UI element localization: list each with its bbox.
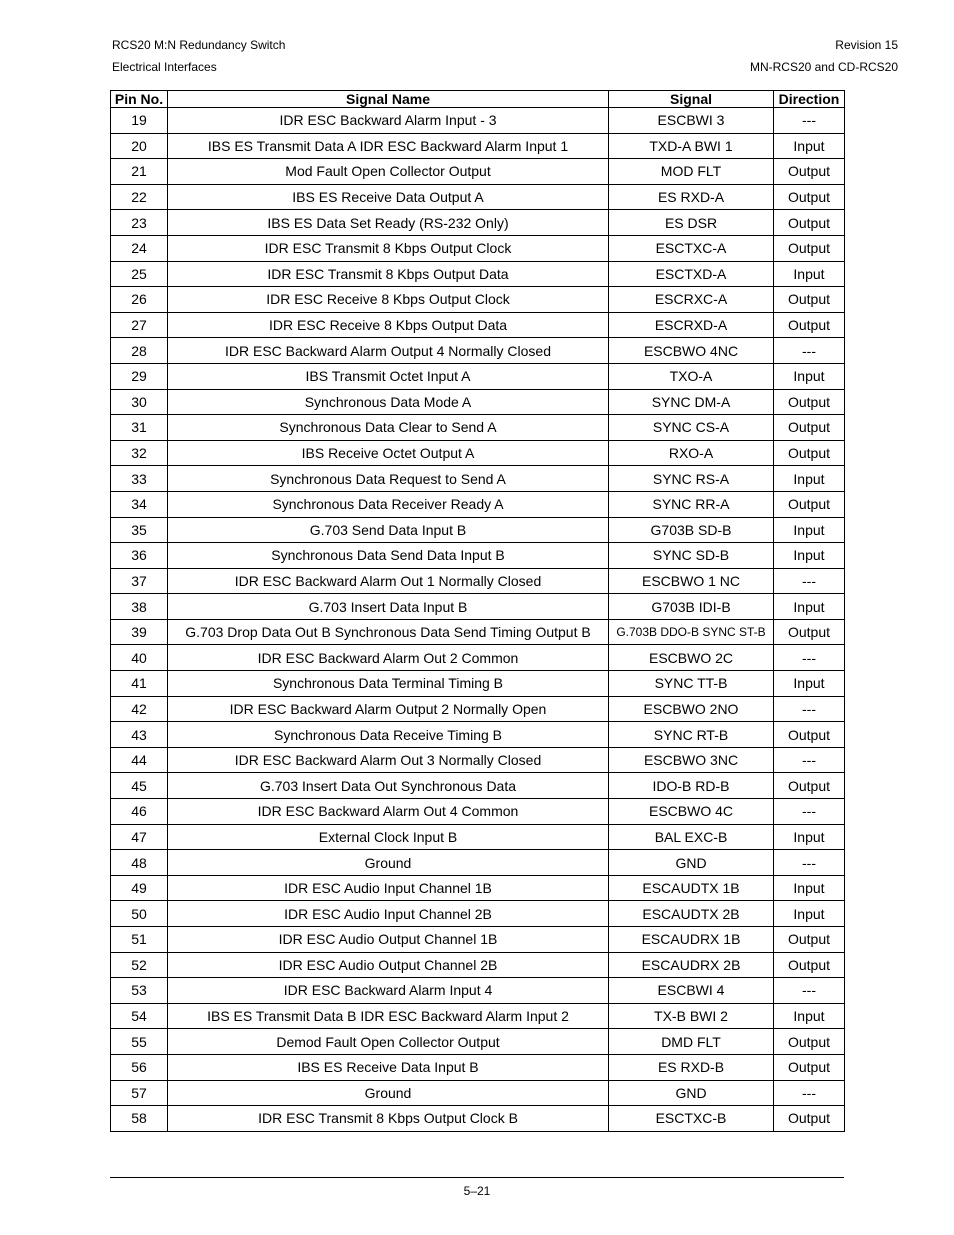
signal-cell: TX-B BWI 2 — [609, 1003, 774, 1029]
header-row — [111, 91, 845, 108]
signal-cell: BAL EXC-B — [609, 824, 774, 850]
pin-number-cell: 52 — [111, 952, 168, 978]
signal-cell: ESCRXD-A — [609, 312, 774, 338]
pin-number-cell: 41 — [111, 671, 168, 697]
pin-number-cell: 34 — [111, 491, 168, 517]
signal-name-cell: IDR ESC Audio Output Channel 1B — [168, 927, 609, 953]
table-row — [111, 338, 845, 364]
pin-number-cell: 42 — [111, 696, 168, 722]
signal-cell: DMD FLT — [609, 1029, 774, 1055]
direction-cell: Output — [774, 773, 845, 799]
signal-cell: ESCBWO 3NC — [609, 747, 774, 773]
table-row — [111, 696, 845, 722]
signal-cell: SYNC TT-B — [609, 671, 774, 697]
pin-number-cell: 46 — [111, 799, 168, 825]
table-row — [111, 517, 845, 543]
signal-name-cell: G.703 Insert Data Out Synchronous Data — [168, 773, 609, 799]
direction-cell: Output — [774, 210, 845, 236]
signal-cell: MOD FLT — [609, 159, 774, 185]
signal-name-cell: Ground — [168, 850, 609, 876]
table-row — [111, 799, 845, 825]
pin-number-cell: 53 — [111, 978, 168, 1004]
pin-number-cell: 48 — [111, 850, 168, 876]
pin-number-cell: 26 — [111, 287, 168, 313]
signal-name-cell: IDR ESC Backward Alarm Out 3 Normally Closed — [168, 747, 609, 773]
table-row — [111, 108, 845, 134]
signal-cell: ESCBWI 3 — [609, 108, 774, 134]
table-row — [111, 722, 845, 748]
signal-name-cell: IDR ESC Backward Alarm Out 1 Normally Closed — [168, 568, 609, 594]
direction-cell: --- — [774, 696, 845, 722]
signal-name-cell: IDR ESC Backward Alarm Input - 3 — [168, 108, 609, 134]
signal-cell: ESCTXD-A — [609, 261, 774, 287]
pin-number-cell: 21 — [111, 159, 168, 185]
table-row — [111, 1106, 845, 1132]
pin-number-cell: 29 — [111, 363, 168, 389]
signal-cell: ES DSR — [609, 210, 774, 236]
signal-cell: ESCBWO 4NC — [609, 338, 774, 364]
pin-number-cell: 19 — [111, 108, 168, 134]
signal-name-cell: Synchronous Data Receiver Ready A — [168, 491, 609, 517]
signal-cell: G703B SD-B — [609, 517, 774, 543]
table-row — [111, 1080, 845, 1106]
signal-name-cell: IDR ESC Audio Input Channel 2B — [168, 901, 609, 927]
table-row — [111, 1054, 845, 1080]
column-header-pin-no: Pin No. — [111, 91, 168, 108]
table-row — [111, 1003, 845, 1029]
signal-cell: TXO-A — [609, 363, 774, 389]
direction-cell: --- — [774, 978, 845, 1004]
direction-cell: --- — [774, 568, 845, 594]
direction-cell: Input — [774, 517, 845, 543]
table-row — [111, 927, 845, 953]
pin-number-cell: 24 — [111, 235, 168, 261]
direction-cell: --- — [774, 338, 845, 364]
document-number: MN-RCS20 and CD-RCS20 — [749, 60, 898, 74]
signal-cell: G703B IDI-B — [609, 594, 774, 620]
signal-name-cell: External Clock Input B — [168, 824, 609, 850]
signal-cell: SYNC RT-B — [609, 722, 774, 748]
direction-cell: Input — [774, 901, 845, 927]
table-row — [111, 619, 845, 645]
footer-divider — [110, 1177, 844, 1178]
signal-cell: ESCBWO 2C — [609, 645, 774, 671]
pin-number-cell: 51 — [111, 927, 168, 953]
signal-name-cell: G.703 Drop Data Out B Synchronous Data Send Timing Output B — [168, 619, 609, 645]
pin-number-cell: 25 — [111, 261, 168, 287]
page-number: 5–21 — [463, 1184, 491, 1198]
direction-cell: Input — [774, 133, 845, 159]
signal-cell: ESCTXC-A — [609, 235, 774, 261]
pin-number-cell: 35 — [111, 517, 168, 543]
table-row — [111, 543, 845, 569]
direction-cell: Output — [774, 184, 845, 210]
signal-cell: RXO-A — [609, 440, 774, 466]
signal-cell: ESCAUDTX 1B — [609, 875, 774, 901]
table-body — [111, 108, 845, 1132]
direction-cell: Output — [774, 235, 845, 261]
direction-cell: Output — [774, 952, 845, 978]
signal-name-cell: Synchronous Data Mode A — [168, 389, 609, 415]
signal-name-cell: Synchronous Data Clear to Send A — [168, 415, 609, 441]
signal-name-cell: IBS Transmit Octet Input A — [168, 363, 609, 389]
signal-name-cell: IBS ES Transmit Data A IDR ESC Backward Alarm Input 1 — [168, 133, 609, 159]
pin-number-cell: 40 — [111, 645, 168, 671]
signal-name-cell: Ground — [168, 1080, 609, 1106]
signal-cell: ES RXD-B — [609, 1054, 774, 1080]
pin-number-cell: 58 — [111, 1106, 168, 1132]
pin-number-cell: 47 — [111, 824, 168, 850]
signal-cell: SYNC SD-B — [609, 543, 774, 569]
direction-cell: Output — [774, 722, 845, 748]
direction-cell: Input — [774, 261, 845, 287]
pin-number-cell: 36 — [111, 543, 168, 569]
pin-number-cell: 20 — [111, 133, 168, 159]
pinout-table — [110, 90, 845, 1132]
signal-name-cell: Synchronous Data Receive Timing B — [168, 722, 609, 748]
document-title: RCS20 M:N Redundancy Switch — [112, 38, 286, 52]
direction-cell: Output — [774, 312, 845, 338]
signal-cell: SYNC RS-A — [609, 466, 774, 492]
signal-name-cell: IDR ESC Audio Input Channel 1B — [168, 875, 609, 901]
signal-name-cell: IDR ESC Receive 8 Kbps Output Data — [168, 312, 609, 338]
signal-name-cell: IDR ESC Backward Alarm Output 4 Normally Closed — [168, 338, 609, 364]
table-row — [111, 773, 845, 799]
direction-cell: Output — [774, 415, 845, 441]
pin-number-cell: 45 — [111, 773, 168, 799]
table-row — [111, 415, 845, 441]
signal-cell: ESCAUDRX 1B — [609, 927, 774, 953]
direction-cell: Input — [774, 466, 845, 492]
signal-name-cell: Synchronous Data Request to Send A — [168, 466, 609, 492]
pin-number-cell: 22 — [111, 184, 168, 210]
direction-cell: Output — [774, 1054, 845, 1080]
signal-name-cell: Demod Fault Open Collector Output — [168, 1029, 609, 1055]
revision-label: Revision 15 — [835, 38, 898, 52]
table-row — [111, 747, 845, 773]
signal-name-cell: IDR ESC Transmit 8 Kbps Output Clock — [168, 235, 609, 261]
table-row — [111, 235, 845, 261]
signal-cell: ESCTXC-B — [609, 1106, 774, 1132]
pin-number-cell: 43 — [111, 722, 168, 748]
section-title: Electrical Interfaces — [112, 60, 217, 74]
signal-name-cell: IDR ESC Transmit 8 Kbps Output Data — [168, 261, 609, 287]
pin-number-cell: 23 — [111, 210, 168, 236]
pin-number-cell: 37 — [111, 568, 168, 594]
pin-number-cell: 55 — [111, 1029, 168, 1055]
column-header-signal: Signal — [609, 91, 774, 108]
direction-cell: Output — [774, 1106, 845, 1132]
direction-cell: Input — [774, 671, 845, 697]
table-row — [111, 491, 845, 517]
pin-number-cell: 32 — [111, 440, 168, 466]
signal-name-cell: IDR ESC Backward Alarm Input 4 — [168, 978, 609, 1004]
signal-cell: ESCBWI 4 — [609, 978, 774, 1004]
signal-name-cell: IBS ES Receive Data Output A — [168, 184, 609, 210]
signal-cell: TXD-A BWI 1 — [609, 133, 774, 159]
direction-cell: Input — [774, 363, 845, 389]
pin-number-cell: 54 — [111, 1003, 168, 1029]
signal-name-cell: IDR ESC Audio Output Channel 2B — [168, 952, 609, 978]
column-header-direction: Direction — [774, 91, 845, 108]
direction-cell: Input — [774, 1003, 845, 1029]
direction-cell: Input — [774, 543, 845, 569]
signal-cell: G.703B DDO-B SYNC ST-B — [609, 619, 774, 645]
pin-number-cell: 30 — [111, 389, 168, 415]
signal-cell: SYNC DM-A — [609, 389, 774, 415]
direction-cell: Output — [774, 1029, 845, 1055]
direction-cell: Output — [774, 491, 845, 517]
signal-name-cell: IDR ESC Backward Alarm Output 2 Normally Open — [168, 696, 609, 722]
table-row — [111, 261, 845, 287]
signal-cell: ES RXD-A — [609, 184, 774, 210]
table-row — [111, 440, 845, 466]
pin-number-cell: 39 — [111, 619, 168, 645]
table-row — [111, 363, 845, 389]
table-row — [111, 466, 845, 492]
table-header — [111, 91, 845, 108]
signal-name-cell: IDR ESC Backward Alarm Out 4 Common — [168, 799, 609, 825]
pin-number-cell: 31 — [111, 415, 168, 441]
signal-name-cell: IBS ES Receive Data Input B — [168, 1054, 609, 1080]
table-row — [111, 184, 845, 210]
table-row — [111, 952, 845, 978]
table-row — [111, 133, 845, 159]
direction-cell: Input — [774, 824, 845, 850]
pin-number-cell: 57 — [111, 1080, 168, 1106]
signal-cell: GND — [609, 1080, 774, 1106]
direction-cell: Output — [774, 927, 845, 953]
pin-number-cell: 38 — [111, 594, 168, 620]
direction-cell: Output — [774, 619, 845, 645]
table-row — [111, 312, 845, 338]
pin-number-cell: 28 — [111, 338, 168, 364]
pin-number-cell: 33 — [111, 466, 168, 492]
table-row — [111, 850, 845, 876]
direction-cell: --- — [774, 108, 845, 134]
column-header-signal-name: Signal Name — [168, 91, 609, 108]
signal-name-cell: IBS ES Transmit Data B IDR ESC Backward Alarm Input 2 — [168, 1003, 609, 1029]
signal-name-cell: IBS Receive Octet Output A — [168, 440, 609, 466]
table-row — [111, 594, 845, 620]
signal-cell: ESCBWO 4C — [609, 799, 774, 825]
direction-cell: Output — [774, 389, 845, 415]
table-row — [111, 901, 845, 927]
direction-cell: Output — [774, 287, 845, 313]
direction-cell: --- — [774, 1080, 845, 1106]
signal-cell: ESCBWO 2NO — [609, 696, 774, 722]
signal-cell: GND — [609, 850, 774, 876]
direction-cell: --- — [774, 645, 845, 671]
signal-name-cell: IDR ESC Receive 8 Kbps Output Clock — [168, 287, 609, 313]
table-row — [111, 287, 845, 313]
table-row — [111, 978, 845, 1004]
table-row — [111, 389, 845, 415]
direction-cell: Input — [774, 594, 845, 620]
signal-name-cell: IDR ESC Backward Alarm Out 2 Common — [168, 645, 609, 671]
direction-cell: --- — [774, 850, 845, 876]
signal-name-cell: G.703 Insert Data Input B — [168, 594, 609, 620]
pin-number-cell: 44 — [111, 747, 168, 773]
table-row — [111, 645, 845, 671]
signal-name-cell: G.703 Send Data Input B — [168, 517, 609, 543]
signal-cell: ESCBWO 1 NC — [609, 568, 774, 594]
direction-cell: Input — [774, 875, 845, 901]
direction-cell: --- — [774, 747, 845, 773]
pin-number-cell: 56 — [111, 1054, 168, 1080]
table-row — [111, 568, 845, 594]
signal-cell: SYNC CS-A — [609, 415, 774, 441]
pin-number-cell: 50 — [111, 901, 168, 927]
signal-cell: IDO-B RD-B — [609, 773, 774, 799]
direction-cell: Output — [774, 440, 845, 466]
pin-number-cell: 49 — [111, 875, 168, 901]
signal-cell: ESCAUDTX 2B — [609, 901, 774, 927]
table-row — [111, 824, 845, 850]
table-row — [111, 159, 845, 185]
table-row — [111, 875, 845, 901]
table-row — [111, 1029, 845, 1055]
signal-cell: SYNC RR-A — [609, 491, 774, 517]
signal-name-cell: Mod Fault Open Collector Output — [168, 159, 609, 185]
table-row — [111, 671, 845, 697]
pin-number-cell: 27 — [111, 312, 168, 338]
signal-name-cell: IBS ES Data Set Ready (RS-232 Only) — [168, 210, 609, 236]
signal-cell: ESCAUDRX 2B — [609, 952, 774, 978]
direction-cell: --- — [774, 799, 845, 825]
direction-cell: Output — [774, 159, 845, 185]
signal-name-cell: Synchronous Data Send Data Input B — [168, 543, 609, 569]
signal-name-cell: Synchronous Data Terminal Timing B — [168, 671, 609, 697]
signal-name-cell: IDR ESC Transmit 8 Kbps Output Clock B — [168, 1106, 609, 1132]
table-row — [111, 210, 845, 236]
signal-cell: ESCRXC-A — [609, 287, 774, 313]
